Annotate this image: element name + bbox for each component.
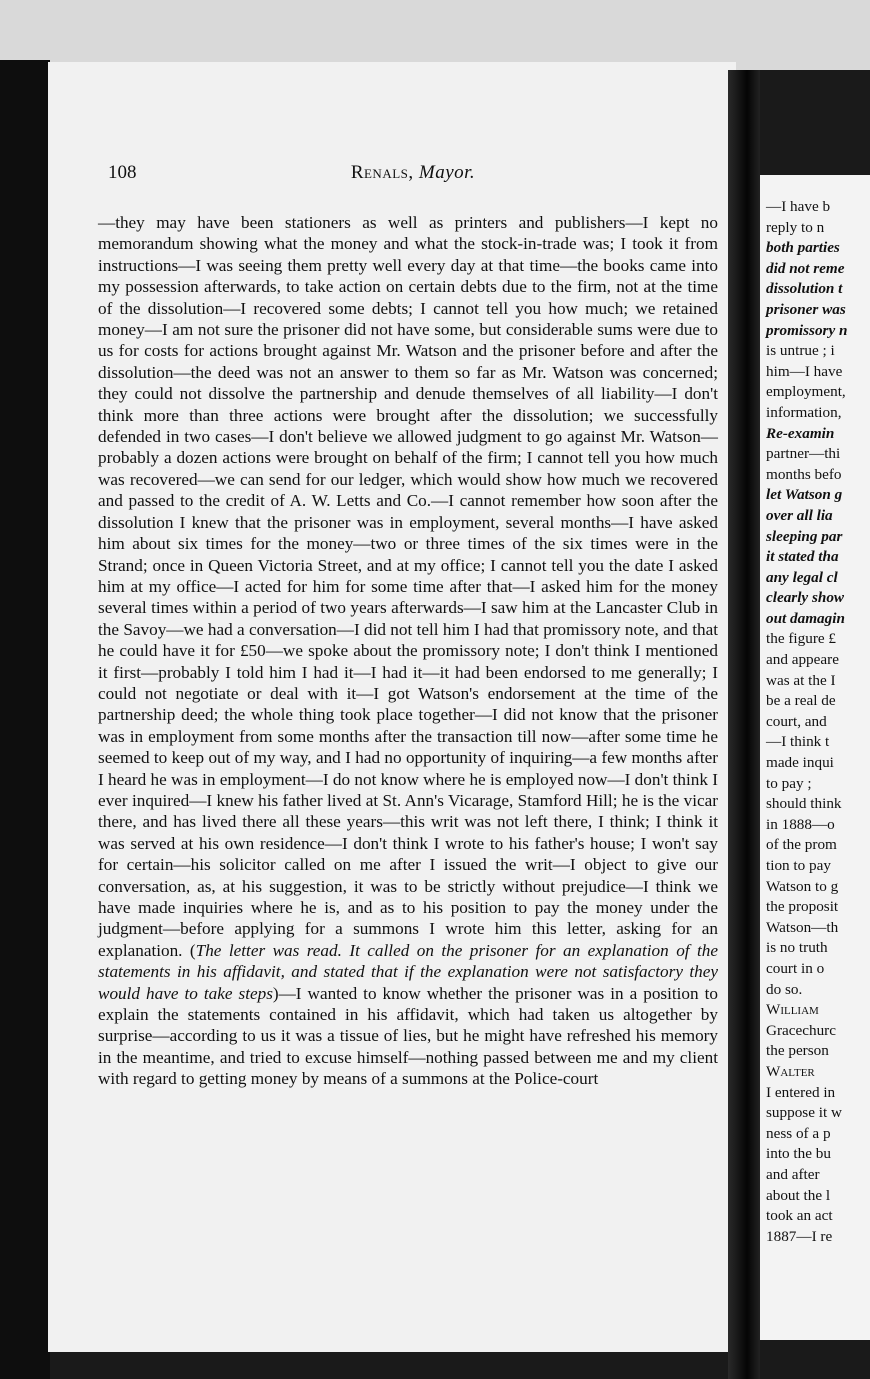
book-left-edge bbox=[0, 60, 50, 1379]
stage-direction: The letter was read. It called on the prisoner for an explanation of the statements in his affidavit, and stated that if the explanation were not satisfactory they would have to take steps bbox=[98, 940, 718, 1003]
right-page-line: both parties bbox=[766, 239, 840, 257]
right-page-fragment bbox=[760, 175, 870, 1340]
running-head bbox=[108, 162, 718, 192]
right-page-line: reply to n bbox=[766, 218, 825, 236]
right-page-line: the proposit bbox=[766, 898, 839, 916]
body-text bbox=[98, 212, 718, 1090]
right-page-line: did not reme bbox=[766, 259, 845, 277]
right-page-line: information, bbox=[766, 403, 842, 421]
page-header-title bbox=[108, 162, 718, 184]
right-page-line: suppose it w bbox=[766, 1104, 842, 1122]
book-gutter bbox=[728, 70, 760, 1379]
right-page-line: 1887—I re bbox=[766, 1227, 833, 1245]
right-page-line: court in o bbox=[766, 959, 825, 977]
right-page-line: Re-examin bbox=[766, 424, 835, 442]
right-page-line: clearly show bbox=[766, 589, 845, 607]
right-page-line: was at the I bbox=[766, 671, 836, 689]
testimony-paragraph bbox=[98, 212, 718, 1090]
right-page-line: —I think t bbox=[766, 733, 830, 751]
right-page-line: tion to pay bbox=[766, 857, 831, 874]
right-page-line: made inqui bbox=[766, 754, 834, 772]
right-page-line: him—I have bbox=[766, 362, 843, 380]
right-page-line: court, and bbox=[766, 712, 827, 730]
right-page-column bbox=[766, 197, 870, 1247]
right-page-line: of the prom bbox=[766, 836, 837, 854]
testimony-part-2: )—I wanted to know whether the prisoner was in a position to explain the statements contained in his affidavit, which had taken us altogether by surprise—according to us it was a tissue of lies, but he might have refreshed his memory in the meantime, and tried to excuse himself—nothing passed between me and my client with regard to getting money by means of a summons at the Police-court bbox=[98, 983, 718, 1089]
right-page-line: over all lia bbox=[766, 506, 833, 524]
right-page-line: employment, bbox=[766, 383, 846, 401]
right-page-line: promissory n bbox=[766, 321, 848, 339]
right-page-line: about the l bbox=[766, 1186, 831, 1204]
right-page-line: in 1888—o bbox=[766, 815, 835, 833]
testimony-part-1: —they may have been stationers as well as printers and publishers—I kept no memorandum showing what the money and what the stock-in-trade was; I took it from instructions—I was seeing them pretty well every day at that time—the books came into my possession afterwards, to take action on certain debts due to the firm, not at the time of the dissolution—I recovered some debts; I cannot tell you how much; we retained money—I am not sure the prisoner did not have some, but considerable sums were due to us for costs for actions brought against Mr. Watson and the prisoner before and after the dissolution—the deed was not an answer to them so far as Mr. Watson was concerned; they could not dissolve the partnership and denude themselves of all liability—I don't think more than three actions were brought after the dissolution; we successfully defended in two cases—I don't believe we allowed judgment to go against Mr. Watson—probably a dozen actions were brought on behalf of the firm; I cannot tell you how much was recovered—we can send for our ledger, which would show how much we recovered and passed to the credit of A. W. Letts and Co.—I cannot remember how soon after the dissolution I knew that the prisoner was in employment, several months—I have asked him about six times for the money—two or three times of the six times were in the Strand; once in Queen Victoria Street, and at my office; I cannot tell you the date I asked him at my office—I acted for him for some time after that—I asked him for the money several times within a period of two years afterwards—I saw him at the Lancaster Club in the Savoy—we had a conversation—I did not tell him I had that promissory note, and that he could have it for £50—we spoke about the promissory note; I don't think I mentioned it first—probably I told him I had it—I had it—it had been endorsed to me generally; I could not negotiate or deal with it—I got Watson's endorsement at the time of the partnership deed; the whole thing took place together—I did not know that the prisoner was in employment from some months after the transaction till now—after some time he seemed to keep out of my way, and I had no opportunity of inquiring—a few months after I heard he was in employment—I do not know where he is employed now—I don't think I ever inquired—I knew his father lived at St. Ann's Vicarage, Stamford Hill; he is the vicar there, and has lived there all these years—this writ was not left there, I think; I think it was served at his own residence—I don't think I wrote to his father's house; I won't say for certain—his solicitor called on me after I issued the writ—I object to give our conversation, as, at his suggestion, it was to be strictly without prejudice—I think we have made inquiries where he is, and as to his position to pay the money under the judgment—before applying for a summons I wrote him this letter, asking for an explanation. ( bbox=[98, 213, 718, 960]
right-page-line: took an act bbox=[766, 1207, 833, 1225]
right-page-line: let Watson g bbox=[766, 486, 843, 504]
right-page-line: be a real de bbox=[766, 692, 836, 710]
right-page-line: William bbox=[766, 1001, 819, 1019]
right-page-line: prisoner was bbox=[766, 300, 846, 318]
right-page-line: it stated tha bbox=[766, 548, 839, 566]
right-page-line: dissolution t bbox=[766, 280, 843, 298]
page-number: 108 bbox=[108, 162, 137, 183]
right-page-line: is no truth bbox=[766, 939, 828, 957]
right-page-line: into the bu bbox=[766, 1145, 831, 1163]
right-page-line: months befo bbox=[766, 465, 842, 483]
right-page-line: I entered in bbox=[766, 1083, 836, 1101]
right-page-line: is untrue ; i bbox=[766, 342, 835, 360]
left-page bbox=[48, 62, 736, 1352]
header-name: Renals, bbox=[350, 162, 414, 183]
right-page-line: —I have b bbox=[766, 198, 831, 215]
right-page-line: any legal cl bbox=[766, 568, 838, 586]
right-page-line: do so. bbox=[766, 980, 803, 998]
right-page-line: Watson to g bbox=[766, 877, 839, 895]
right-page-line: partner—thi bbox=[766, 445, 841, 463]
header-title: Mayor. bbox=[418, 162, 476, 183]
right-page-line: Gracechurc bbox=[766, 1021, 836, 1039]
right-page-line: Watson—th bbox=[766, 918, 839, 936]
right-page-line: and after bbox=[766, 1165, 820, 1183]
right-page-line: the person bbox=[766, 1042, 829, 1060]
right-page-line: sleeping par bbox=[766, 527, 843, 545]
scan-top-background bbox=[0, 0, 870, 70]
right-page-line: to pay ; bbox=[766, 774, 812, 792]
right-page-line: the figure £ bbox=[766, 630, 837, 648]
right-page-line: ness of a p bbox=[766, 1124, 831, 1142]
right-page-line: and appeare bbox=[766, 651, 839, 669]
right-page-line: out damagin bbox=[766, 609, 845, 627]
right-page-line: should think bbox=[766, 795, 842, 813]
right-page-line: Walter bbox=[766, 1062, 815, 1080]
